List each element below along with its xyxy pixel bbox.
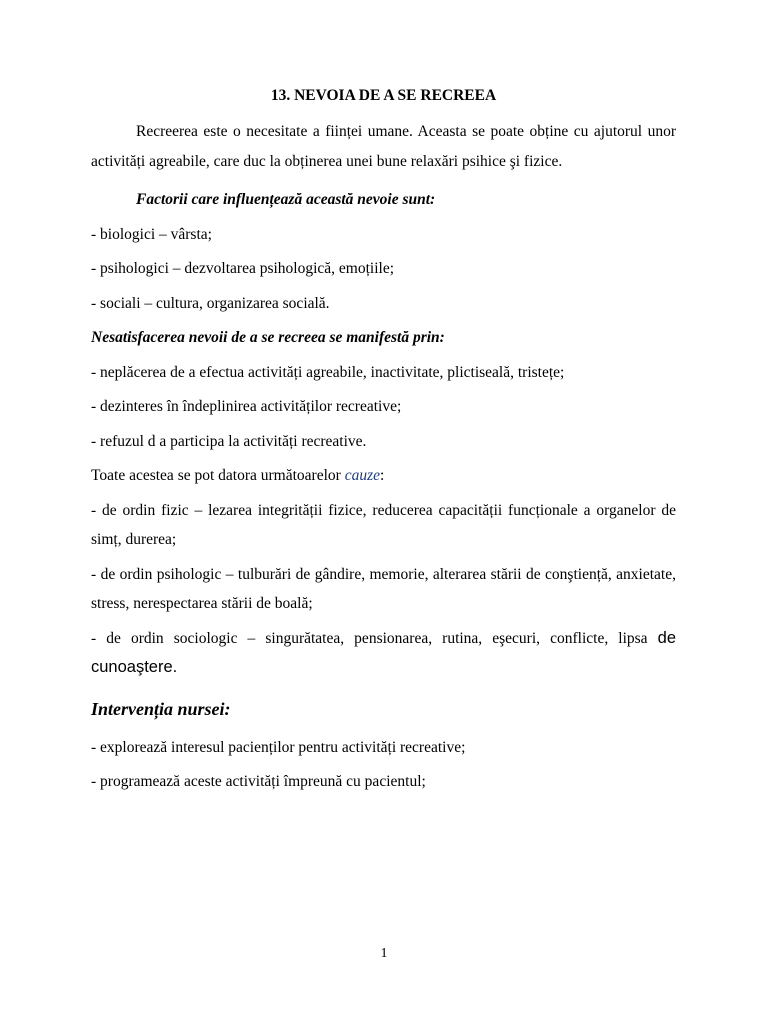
nurse-heading: Intervenția nursei: [91,698,231,719]
cause-item-social [91,624,676,683]
factor-item: - sociali – cultura, organizarea socială. [91,294,330,312]
intervention-item: - programează aceste activități împreună cu pacientul; [91,773,426,790]
page-number: 1 [380,946,388,961]
manifestation-item: - refuzul d a participa la activități recreative. [91,432,367,450]
cause-social-tail: de cunoaştere [91,628,676,676]
cause-item: - de ordin fizic – lezarea integrității fizice, reducerea capacității funcționale a organelor de simț, durerea; [91,501,676,548]
causes-word: cauze [344,467,380,484]
manifestation-item: - neplăcerea de a efectua activități agreabile, inactivitate, plictiseală, tristețe; [91,363,565,381]
causes-intro-prefix: Toate acestea se pot datora următoarelor [91,467,345,484]
causes-intro-suffix: : [379,467,385,484]
cause-social-text: - de ordin sociologic – singurătatea, pensionarea, rutina, eşecuri, conflicte, lipsa [91,629,648,647]
manifestation-item: - dezinteres în îndeplinirea activităților recreative; [91,398,402,415]
cause-social-end: . [172,658,178,676]
causes-intro [91,461,676,491]
cause-item: - de ordin psihologic – tulburări de gândire, memorie, alterarea stării de conştiență, anxietate, stress, nerespectarea stării de boală; [91,565,676,612]
document-title: 13. NEVOIA DE A SE RECREEA [270,87,497,104]
factor-item: - psihologici – dezvoltarea psihologică, emoțiile; [91,260,395,277]
factors-heading: Factorii care influențează această nevoie sunt: [136,191,436,208]
intervention-item: - explorează interesul pacienților pentru activități recreative; [91,738,466,756]
factor-item: - biologici – vârsta; [91,225,212,243]
dissatisfaction-heading: Nesatisfacerea nevoii de a se recreea se manifestă prin: [91,329,445,346]
intro-paragraph: Recreerea este o necesitate a ființei umane. Aceasta se poate obține cu ajutorul unor activități agreabile, care duc la obținerea unei bune relaxări psihice şi fizice. [91,123,676,170]
document-body [91,84,676,797]
